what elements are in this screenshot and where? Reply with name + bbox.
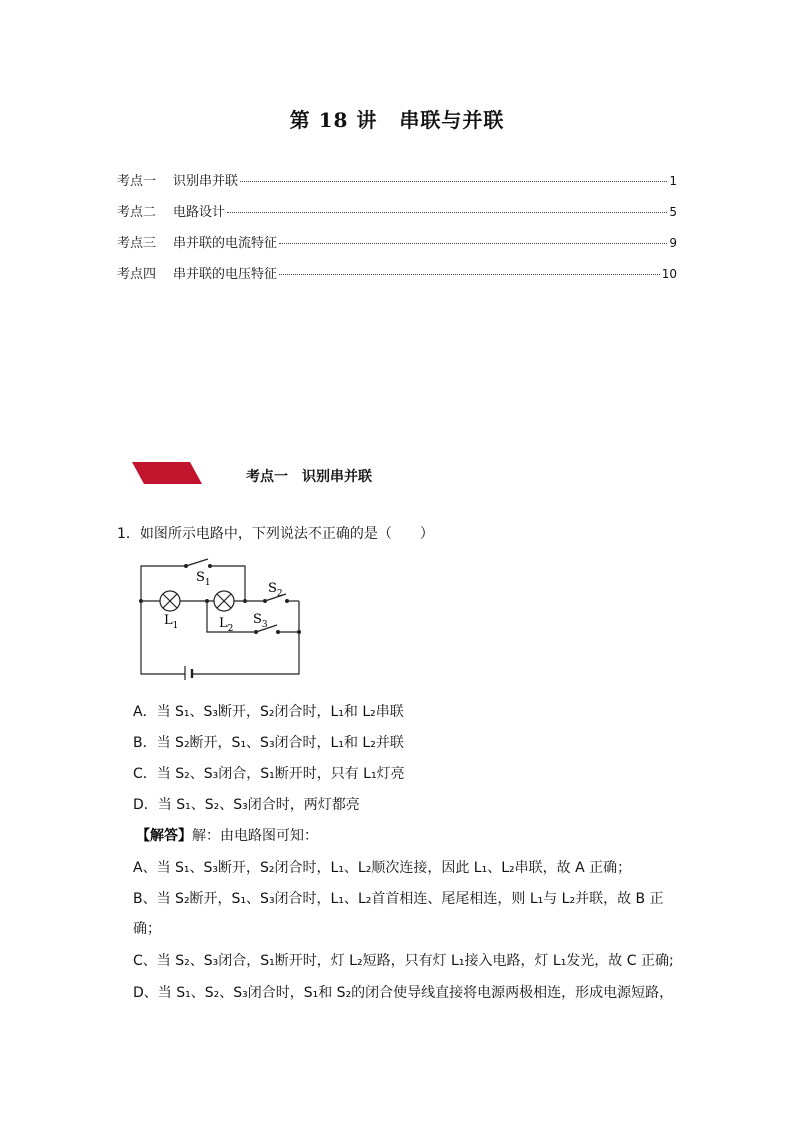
- lesson-number: 第 18 讲: [289, 108, 378, 132]
- option-c[interactable]: C．当 S₂、S₃闭合，S₁断开时，只有 L₁灯亮: [133, 766, 405, 782]
- toc-leader: [279, 274, 660, 275]
- label-l1: $L_1$: [164, 613, 179, 631]
- toc-entry[interactable]: [117, 263, 677, 294]
- answer-heading: [136, 825, 318, 845]
- table-of-contents: [117, 170, 677, 294]
- toc-name: 电路设计: [173, 205, 226, 220]
- toc-leader: [240, 181, 667, 182]
- toc-key: 考点一: [117, 174, 157, 189]
- toc-key: 考点四: [117, 267, 157, 282]
- switch-s1: [185, 559, 212, 567]
- toc-key: 考点二: [117, 205, 157, 220]
- section-banner-shape: [132, 462, 204, 484]
- question-stem: 1．如图所示电路中，下列说法不正确的是（ ）: [117, 526, 434, 542]
- toc-page: 1: [669, 174, 677, 188]
- battery-icon: [185, 666, 192, 680]
- toc-entry[interactable]: [117, 201, 677, 232]
- page-title: [0, 104, 794, 133]
- label-l2: $L_2$: [219, 616, 234, 634]
- toc-page: 9: [669, 236, 677, 250]
- toc-leader: [227, 212, 667, 213]
- label-s1: $S_1$: [196, 570, 211, 588]
- answer-line-b-cont: 确；: [133, 921, 161, 937]
- toc-name: 识别串并联: [173, 174, 239, 189]
- label-s3: $S_3$: [253, 612, 268, 630]
- answer-line-a: A、当 S₁、S₃断开，S₂闭合时，L₁、L₂顺次连接，因此 L₁、L₂串联，故 A 正确；: [133, 860, 632, 876]
- toc-leader: [279, 243, 667, 244]
- toc-name: 串并联的电流特征: [173, 236, 278, 251]
- lesson-topic: 串联与并联: [399, 108, 505, 132]
- section-name: 识别串并联: [302, 469, 372, 485]
- lamp-l1-icon: [160, 591, 180, 611]
- toc-page: 10: [661, 267, 677, 281]
- circuit-diagram: [130, 552, 310, 680]
- option-a[interactable]: A．当 S₁、S₃断开，S₂闭合时，L₁和 L₂串联: [133, 704, 404, 720]
- toc-entry[interactable]: [117, 170, 677, 201]
- toc-key: 考点三: [117, 236, 157, 251]
- toc-entry[interactable]: [117, 232, 677, 263]
- answer-intro: 解：由电路图可知：: [192, 828, 318, 844]
- toc-name: 串并联的电压特征: [173, 267, 278, 282]
- lamp-l2-icon: [214, 591, 234, 611]
- answer-line-b: B、当 S₂断开，S₁、S₃闭合时，L₁、L₂首首相连、尾尾相连，则 L₁与 L₂并联，故 B 正: [133, 891, 664, 907]
- option-b[interactable]: B．当 S₂断开，S₁、S₃闭合时，L₁和 L₂并联: [133, 735, 404, 751]
- toc-page: 5: [669, 205, 677, 219]
- answer-line-d: D、当 S₁、S₂、S₃闭合时，S₁和 S₂的闭合使导线直接将电源两极相连，形成电源短路，: [133, 985, 674, 1001]
- section-heading: [246, 466, 372, 486]
- label-s2: $S_2$: [268, 581, 283, 599]
- answer-tag: 【解答】: [136, 828, 192, 844]
- answer-line-c: C、当 S₂、S₃闭合，S₁断开时，灯 L₂短路，只有灯 L₁接入电路，灯 L₁发光，故 C 正确;: [133, 953, 674, 969]
- option-d[interactable]: D．当 S₁、S₂、S₃闭合时，两灯都亮: [133, 797, 360, 813]
- section-key: 考点一: [246, 469, 288, 485]
